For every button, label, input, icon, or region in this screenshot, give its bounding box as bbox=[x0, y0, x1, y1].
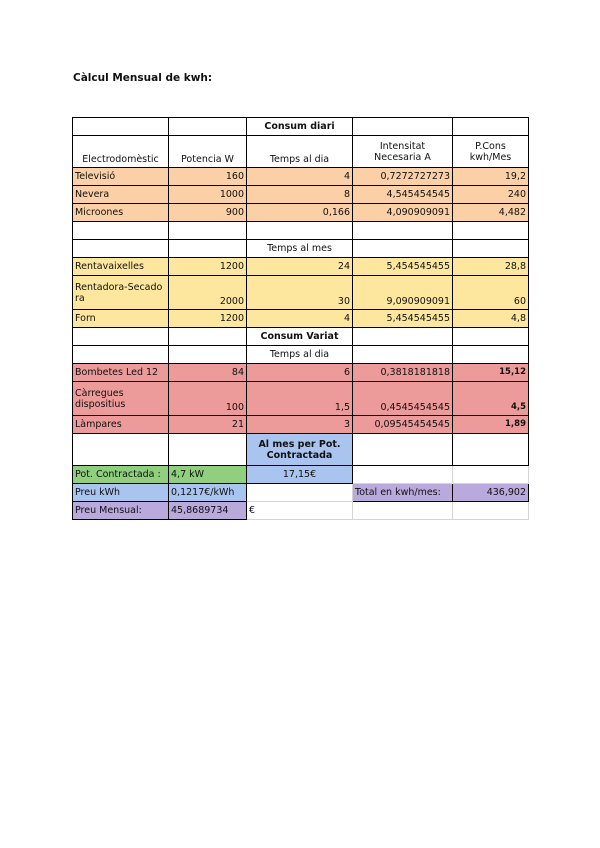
table-row bbox=[73, 364, 529, 382]
page-title: Càlcul Mensual de kwh: bbox=[73, 72, 213, 84]
table-row bbox=[73, 310, 529, 328]
table-row bbox=[73, 204, 529, 222]
preu-mensual-unit[interactable]: € bbox=[247, 502, 353, 520]
cell-empty[interactable] bbox=[353, 346, 453, 364]
header-consum-diari[interactable]: Consum diari bbox=[247, 118, 353, 136]
cell-cons[interactable]: 4,5 bbox=[453, 382, 529, 416]
cell-time[interactable]: 0,166 bbox=[247, 204, 353, 222]
total-kwh-label[interactable]: Total en kwh/mes: bbox=[353, 484, 453, 502]
cell-empty[interactable] bbox=[453, 222, 529, 240]
cell-empty[interactable] bbox=[453, 328, 529, 346]
header-temps-mes[interactable]: Temps al mes bbox=[247, 240, 353, 258]
preu-mensual-value[interactable]: 45,8689734 bbox=[169, 502, 247, 520]
cell-empty[interactable] bbox=[453, 502, 529, 520]
cell-time[interactable]: 30 bbox=[247, 276, 353, 310]
cell-time[interactable]: 4 bbox=[247, 310, 353, 328]
cell-power[interactable]: 84 bbox=[169, 364, 247, 382]
cell-empty[interactable] bbox=[73, 222, 169, 240]
cell-name[interactable]: Càrregues dispositius bbox=[73, 382, 169, 416]
cell-power[interactable]: 1000 bbox=[169, 186, 247, 204]
cell-empty[interactable] bbox=[247, 222, 353, 240]
cell-cons[interactable]: 4,482 bbox=[453, 204, 529, 222]
table-row bbox=[73, 186, 529, 204]
cell-cons[interactable]: 15,12 bbox=[453, 364, 529, 382]
cell-intensity[interactable]: 9,090909091 bbox=[353, 276, 453, 310]
cell-empty[interactable] bbox=[73, 434, 169, 466]
preu-kwh-label[interactable]: Preu kWh bbox=[73, 484, 169, 502]
cell-empty[interactable] bbox=[453, 346, 529, 364]
cell-time[interactable]: 1,5 bbox=[247, 382, 353, 416]
cell-cons[interactable]: 19,2 bbox=[453, 168, 529, 186]
table-row bbox=[73, 168, 529, 186]
cell-name[interactable]: Forn bbox=[73, 310, 169, 328]
cell-empty[interactable] bbox=[353, 466, 453, 484]
header-temps-dia[interactable]: Temps al dia bbox=[247, 136, 353, 168]
cell-empty[interactable] bbox=[169, 240, 247, 258]
cell-empty[interactable] bbox=[453, 466, 529, 484]
cell-empty[interactable] bbox=[353, 328, 453, 346]
table-row bbox=[73, 416, 529, 434]
cell-empty[interactable] bbox=[73, 240, 169, 258]
pot-contractada-value[interactable]: 4,7 kW bbox=[169, 466, 247, 484]
cell-power[interactable]: 1200 bbox=[169, 258, 247, 276]
cell-time[interactable]: 24 bbox=[247, 258, 353, 276]
cell-empty[interactable] bbox=[169, 434, 247, 466]
cell-empty[interactable] bbox=[169, 346, 247, 364]
header-pcons[interactable]: P.Cons kwh/Mes bbox=[453, 136, 529, 168]
cell-empty[interactable] bbox=[353, 502, 453, 520]
cell-power[interactable]: 1200 bbox=[169, 310, 247, 328]
header-potencia[interactable]: Potencia W bbox=[169, 136, 247, 168]
cell-empty[interactable] bbox=[353, 222, 453, 240]
cell-name[interactable]: Làmpares bbox=[73, 416, 169, 434]
cell-intensity[interactable]: 0,09545454545 bbox=[353, 416, 453, 434]
cell-empty[interactable] bbox=[169, 328, 247, 346]
cell-power[interactable]: 100 bbox=[169, 382, 247, 416]
cell-time[interactable]: 8 bbox=[247, 186, 353, 204]
cell-intensity[interactable]: 0,7272727273 bbox=[353, 168, 453, 186]
cell-name[interactable]: Rentavaixelles bbox=[73, 258, 169, 276]
cell-empty[interactable] bbox=[247, 484, 353, 502]
table-row bbox=[73, 258, 529, 276]
cell-intensity[interactable]: 0,3818181818 bbox=[353, 364, 453, 382]
cell-empty[interactable] bbox=[353, 434, 453, 466]
cell-empty[interactable] bbox=[353, 240, 453, 258]
cell-time[interactable]: 3 bbox=[247, 416, 353, 434]
header-al-mes[interactable]: Al mes per Pot. Contractada bbox=[247, 434, 353, 466]
header-temps-dia-2[interactable]: Temps al dia bbox=[247, 346, 353, 364]
table-row bbox=[73, 276, 529, 310]
cell-empty[interactable] bbox=[453, 434, 529, 466]
cell-cons[interactable]: 240 bbox=[453, 186, 529, 204]
cell-time[interactable]: 4 bbox=[247, 168, 353, 186]
cell-empty[interactable] bbox=[73, 328, 169, 346]
cell-cons[interactable]: 1,89 bbox=[453, 416, 529, 434]
cell-power[interactable]: 160 bbox=[169, 168, 247, 186]
cell-empty[interactable] bbox=[453, 240, 529, 258]
cell-empty[interactable] bbox=[453, 118, 529, 136]
cell-empty[interactable] bbox=[73, 346, 169, 364]
cell-cons[interactable]: 28,8 bbox=[453, 258, 529, 276]
cell-intensity[interactable]: 4,545454545 bbox=[353, 186, 453, 204]
pot-contractada-cost[interactable]: 17,15€ bbox=[247, 466, 353, 484]
cell-name[interactable]: Bombetes Led 12 bbox=[73, 364, 169, 382]
total-kwh-value[interactable]: 436,902 bbox=[453, 484, 529, 502]
cell-intensity[interactable]: 5,454545455 bbox=[353, 258, 453, 276]
cell-name[interactable]: Microones bbox=[73, 204, 169, 222]
preu-kwh-value[interactable]: 0,1217€/kWh bbox=[169, 484, 247, 502]
header-consum-variat[interactable]: Consum Variat bbox=[247, 328, 353, 346]
pot-contractada-label[interactable]: Pot. Contractada : bbox=[73, 466, 169, 484]
cell-name[interactable]: Televisió bbox=[73, 168, 169, 186]
cell-power[interactable]: 2000 bbox=[169, 276, 247, 310]
cell-empty[interactable] bbox=[353, 118, 453, 136]
cell-cons[interactable]: 60 bbox=[453, 276, 529, 310]
cell-empty[interactable] bbox=[169, 118, 247, 136]
cell-cons[interactable]: 4,8 bbox=[453, 310, 529, 328]
cell-empty[interactable] bbox=[73, 118, 169, 136]
preu-mensual-label[interactable]: Preu Mensual: bbox=[73, 502, 169, 520]
energy-table bbox=[72, 117, 529, 520]
cell-intensity[interactable]: 4,090909091 bbox=[353, 204, 453, 222]
table-row bbox=[73, 382, 529, 416]
cell-intensity[interactable]: 5,454545455 bbox=[353, 310, 453, 328]
cell-power[interactable]: 900 bbox=[169, 204, 247, 222]
cell-name[interactable]: Rentadora-Secadora bbox=[73, 276, 169, 310]
cell-power[interactable]: 21 bbox=[169, 416, 247, 434]
header-intensitat[interactable]: Intensitat Necesaria A bbox=[353, 136, 453, 168]
header-electrodomestic[interactable]: Electrodomèstic bbox=[73, 136, 169, 168]
cell-name[interactable]: Nevera bbox=[73, 186, 169, 204]
cell-intensity[interactable]: 0,4545454545 bbox=[353, 382, 453, 416]
cell-empty[interactable] bbox=[169, 222, 247, 240]
cell-time[interactable]: 6 bbox=[247, 364, 353, 382]
